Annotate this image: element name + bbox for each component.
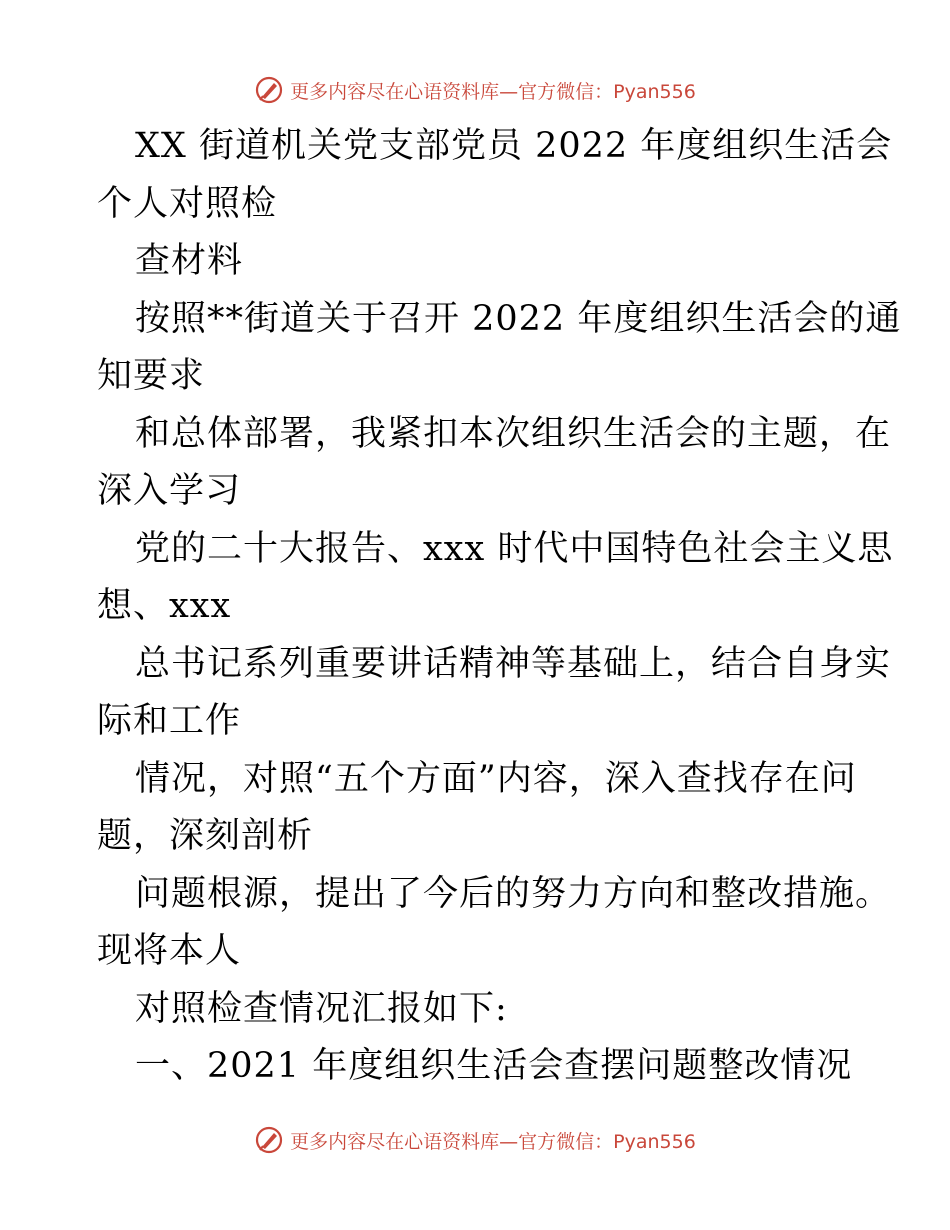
text-line: 想、xxx bbox=[97, 586, 232, 626]
text-line: 深入学习 bbox=[97, 471, 242, 511]
text-line: 个人对照检 bbox=[97, 183, 278, 224]
text-line: 一、2021 年度组织生活会查摆问题整改情况 bbox=[135, 1046, 853, 1086]
text-line: 问题根源，提出了今后的努力方向和整改措施。 bbox=[135, 873, 892, 914]
text-line: 总书记系列重要讲话精神等基础上，结合自身实 bbox=[135, 643, 892, 684]
text-line: 题，深刻剖析 bbox=[97, 816, 314, 856]
text-line: 情况，对照“五个方面”内容，深入查找存在问 bbox=[135, 758, 857, 799]
text-line: 对照检查情况汇报如下: bbox=[135, 988, 508, 1029]
text-line: 和总体部署，我紧扣本次组织生活会的主题，在 bbox=[135, 413, 892, 454]
text-line: 按照**街道关于召开 2022 年度组织生活会的通 bbox=[135, 298, 902, 339]
text-line: XX 街道机关党支部党员 2022 年度组织生活会 bbox=[135, 126, 893, 166]
text-line: 现将本人 bbox=[97, 931, 242, 971]
watermark-footer bbox=[0, 1120, 950, 1160]
watermark-header bbox=[0, 70, 950, 110]
watermark-text: 更多内容尽在心语资料库—官方微信：Pyan556 bbox=[290, 80, 696, 103]
text-line: 知要求 bbox=[97, 356, 206, 396]
quill-logo-icon bbox=[254, 1125, 284, 1155]
quill-logo-icon bbox=[254, 75, 284, 105]
text-line: 际和工作 bbox=[97, 701, 242, 741]
watermark-text: 更多内容尽在心语资料库—官方微信：Pyan556 bbox=[290, 1130, 696, 1153]
document-body bbox=[97, 118, 902, 1096]
text-line: 查材料 bbox=[135, 241, 244, 281]
text-line: 党的二十大报告、xxx 时代中国特色社会主义思 bbox=[135, 528, 894, 569]
